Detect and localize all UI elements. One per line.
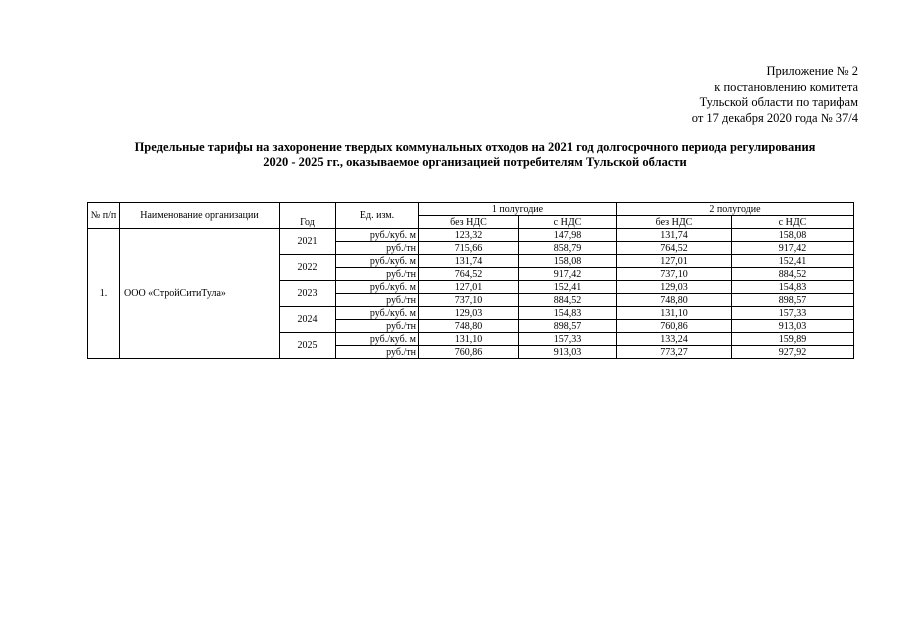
h2-no-vat-cell: 133,24	[617, 333, 732, 346]
h1-with-vat-cell: 147,98	[519, 229, 617, 242]
h1-with-vat-cell: 157,33	[519, 333, 617, 346]
h1-with-vat-cell: 152,41	[519, 281, 617, 294]
header-half1: 1 полугодие	[419, 203, 617, 216]
year-cell: 2022	[280, 255, 336, 281]
header-unit: Ед. изм.	[336, 203, 419, 229]
title-line: 2020 - 2025 гг., оказываемое организацией потребителям Тульской области	[263, 155, 687, 169]
unit-cell: руб./куб. м	[336, 229, 419, 242]
h1-no-vat-cell: 131,10	[419, 333, 519, 346]
year-cell: 2025	[280, 333, 336, 359]
h1-no-vat-cell: 760,86	[419, 346, 519, 359]
unit-cell: руб./куб. м	[336, 307, 419, 320]
appendix-line: к постановлению комитета	[714, 79, 858, 94]
h2-with-vat-cell: 154,83	[732, 281, 854, 294]
h1-no-vat-cell: 715,66	[419, 242, 519, 255]
unit-cell: руб./тн	[336, 268, 419, 281]
tariff-table	[87, 202, 854, 359]
h1-no-vat-cell: 123,32	[419, 229, 519, 242]
h2-no-vat-cell: 129,03	[617, 281, 732, 294]
h1-with-vat-cell: 154,83	[519, 307, 617, 320]
h2-no-vat-cell: 764,52	[617, 242, 732, 255]
h1-no-vat-cell: 737,10	[419, 294, 519, 307]
title-line: Предельные тарифы на захоронение твердых коммунальных отходов на 2021 год долгосрочного периода регулирования	[134, 140, 816, 154]
h1-no-vat-cell: 127,01	[419, 281, 519, 294]
h2-no-vat-cell: 131,10	[617, 307, 732, 320]
year-cell: 2024	[280, 307, 336, 333]
h2-with-vat-cell: 158,08	[732, 229, 854, 242]
unit-cell: руб./тн	[336, 294, 419, 307]
header-half2: 2 полугодие	[617, 203, 854, 216]
h1-no-vat-cell: 764,52	[419, 268, 519, 281]
h2-no-vat-cell: 748,80	[617, 294, 732, 307]
h2-no-vat-cell: 773,27	[617, 346, 732, 359]
h2-with-vat-cell: 927,92	[732, 346, 854, 359]
org-name: ООО «СтройСитиТула»	[120, 229, 280, 359]
header-h2-with-vat: с НДС	[732, 216, 854, 229]
h1-with-vat-cell: 898,57	[519, 320, 617, 333]
appendix-header	[692, 64, 858, 126]
year-cell: 2021	[280, 229, 336, 255]
h1-with-vat-cell: 884,52	[519, 294, 617, 307]
h2-with-vat-cell: 152,41	[732, 255, 854, 268]
unit-cell: руб./тн	[336, 346, 419, 359]
h2-with-vat-cell: 898,57	[732, 294, 854, 307]
h1-with-vat-cell: 917,42	[519, 268, 617, 281]
h2-no-vat-cell: 737,10	[617, 268, 732, 281]
header-org: Наименование организации	[120, 203, 280, 229]
h2-with-vat-cell: 884,52	[732, 268, 854, 281]
header-h1-no-vat: без НДС	[419, 216, 519, 229]
h1-with-vat-cell: 858,79	[519, 242, 617, 255]
unit-cell: руб./куб. м	[336, 281, 419, 294]
h2-with-vat-cell: 913,03	[732, 320, 854, 333]
h2-with-vat-cell: 159,89	[732, 333, 854, 346]
document-title	[90, 140, 860, 170]
header-num: № п/п	[88, 203, 120, 229]
unit-cell: руб./тн	[336, 242, 419, 255]
appendix-line: от 17 декабря 2020 года № 37/4	[691, 110, 858, 125]
h2-no-vat-cell: 131,74	[617, 229, 732, 242]
h2-with-vat-cell: 157,33	[732, 307, 854, 320]
h1-no-vat-cell: 131,74	[419, 255, 519, 268]
h1-with-vat-cell: 913,03	[519, 346, 617, 359]
appendix-line: Тульской области по тарифам	[699, 95, 858, 109]
h2-with-vat-cell: 917,42	[732, 242, 854, 255]
h1-with-vat-cell: 158,08	[519, 255, 617, 268]
appendix-line: Приложение № 2	[766, 64, 858, 78]
unit-cell: руб./тн	[336, 320, 419, 333]
header-h2-no-vat: без НДС	[617, 216, 732, 229]
header-h1-with-vat: с НДС	[519, 216, 617, 229]
h1-no-vat-cell: 748,80	[419, 320, 519, 333]
h2-no-vat-cell: 760,86	[617, 320, 732, 333]
tariff-body	[88, 229, 854, 359]
unit-cell: руб./куб. м	[336, 333, 419, 346]
table-row	[88, 229, 854, 242]
h1-no-vat-cell: 129,03	[419, 307, 519, 320]
year-cell: 2023	[280, 281, 336, 307]
unit-cell: руб./куб. м	[336, 255, 419, 268]
header-year: Год	[280, 203, 336, 229]
h2-no-vat-cell: 127,01	[617, 255, 732, 268]
row-number: 1.	[88, 229, 120, 359]
